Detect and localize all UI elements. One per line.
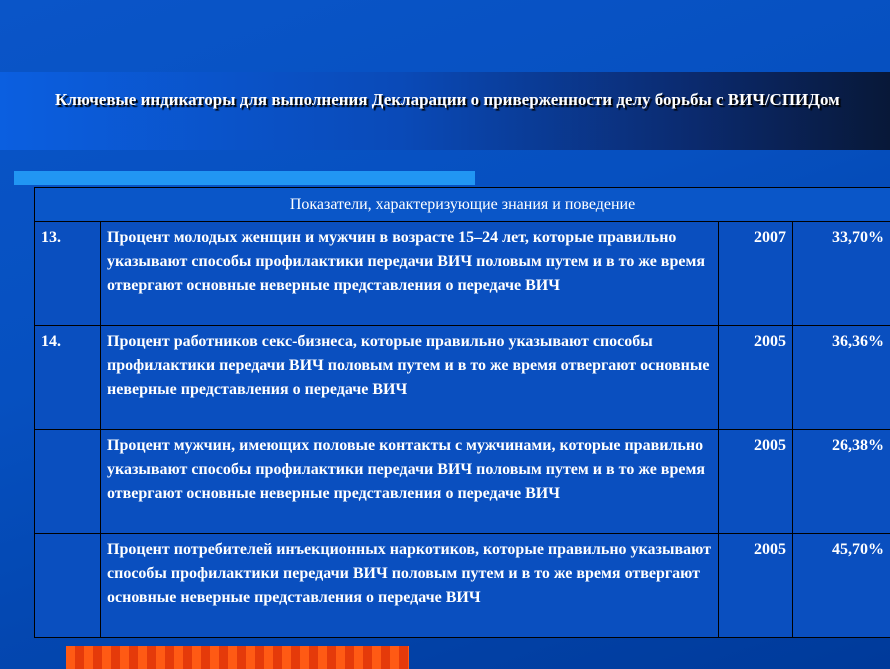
bottom-accent-bar (66, 646, 409, 669)
title-band (0, 72, 890, 150)
slide-title: Ключевые индикаторы для выполнения Декларации о приверженности делу борьбы с ВИЧ/СПИДом (55, 90, 840, 109)
row-description: Процент потребителей инъекционных наркотиков, которые правильно указывают способы профилактики передачи ВИЧ половым путем и в то же время отвергают основные неверные представления о передаче ВИЧ (101, 534, 719, 638)
row-number (35, 534, 101, 638)
row-value: 26,38% (793, 430, 890, 534)
row-description: Процент молодых женщин и мужчин в возрасте 15–24 лет, которые правильно указывают способы профилактики передачи ВИЧ половым путем и в то же время отвергают основные неверные представления о передаче ВИЧ (101, 222, 719, 326)
table-row (35, 534, 890, 638)
row-year: 2005 (719, 534, 793, 638)
row-value: 33,70% (793, 222, 890, 326)
table-row (35, 222, 890, 326)
row-description: Процент мужчин, имеющих половые контакты с мужчинами, которые правильно указывают способы профилактики передачи ВИЧ половым путем и в то же время отвергают основные неверные представления о передаче ВИЧ (101, 430, 719, 534)
row-number: 14. (35, 326, 101, 430)
row-year: 2005 (719, 430, 793, 534)
table-row (35, 430, 890, 534)
row-description: Процент работников секс-бизнеса, которые правильно указывают способы профилактики передачи ВИЧ половым путем и в то же время отвергают основные неверные представления о передаче ВИЧ (101, 326, 719, 430)
row-year: 2007 (719, 222, 793, 326)
row-year: 2005 (719, 326, 793, 430)
indicators-table-container (34, 187, 890, 637)
table-header-row (35, 188, 890, 222)
table-row (35, 326, 890, 430)
row-value: 36,36% (793, 326, 890, 430)
accent-bar (14, 171, 475, 185)
table-header: Показатели, характеризующие знания и поведение (35, 188, 890, 222)
row-value: 45,70% (793, 534, 890, 638)
row-number (35, 430, 101, 534)
row-number: 13. (35, 222, 101, 326)
indicators-table (34, 187, 890, 638)
